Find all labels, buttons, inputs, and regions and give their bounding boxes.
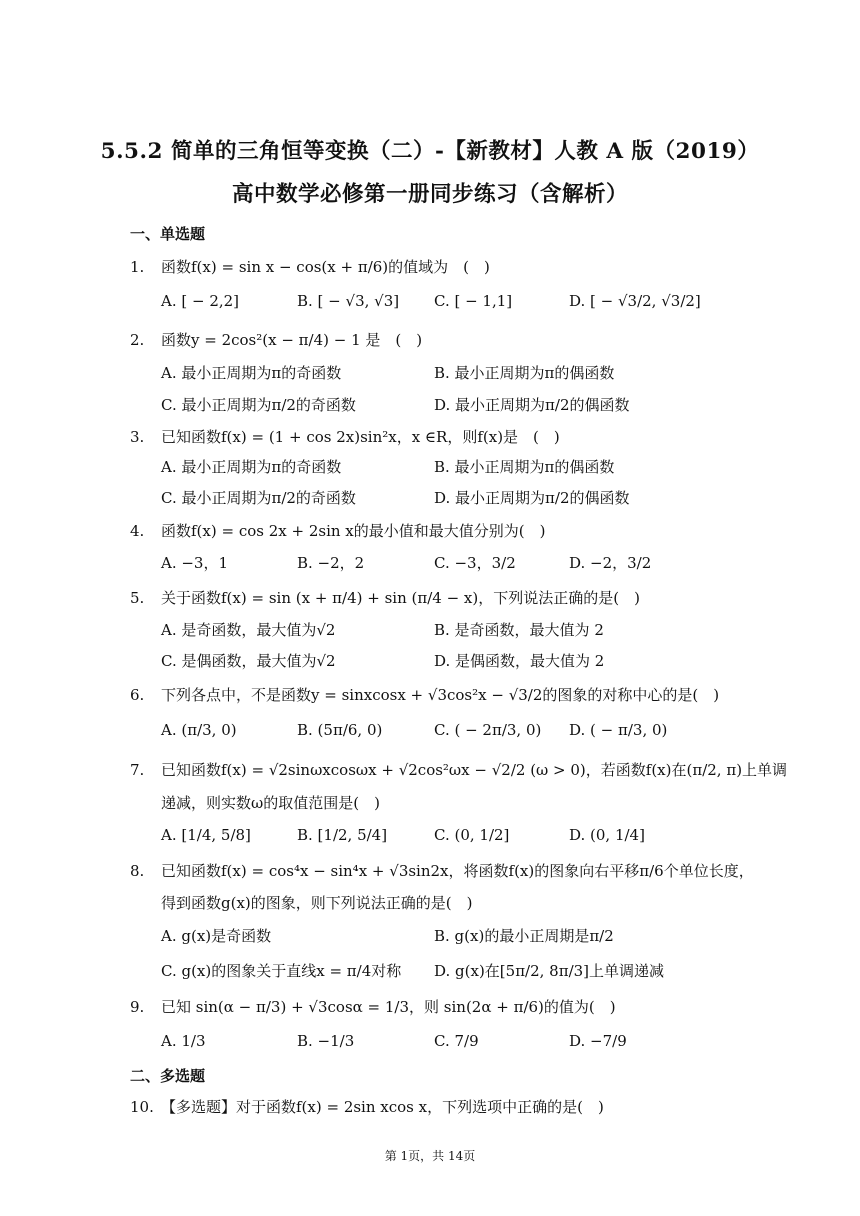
question-9	[130, 996, 616, 1017]
question-9-options	[161, 1032, 721, 1052]
page-title-line1: 5.5.2 简单的三角恒等变换（二）-【新教材】人教 A 版（2019）	[100, 139, 760, 164]
question-stem: 关于函数f(x) = sin (x + π/4) + sin (π/4 − x)，下列说法正确的是( )	[161, 589, 640, 607]
question-number: 5.	[130, 589, 145, 607]
option-d: D. 最小正周期为π/2的偶函数	[434, 396, 630, 414]
question-number: 6.	[130, 686, 145, 704]
question-8-options-row2	[161, 960, 721, 980]
option-c: C. 最小正周期为π/2的奇函数	[161, 489, 356, 507]
question-6-options	[161, 721, 721, 741]
question-7-options	[161, 826, 721, 846]
question-8-options-row1	[161, 925, 721, 945]
option-c: C. (0, 1/2]	[434, 826, 510, 844]
option-b: B. −2，2	[297, 554, 365, 572]
option-c: C. 是偶函数，最大值为√2	[161, 652, 336, 670]
option-d: D. [ − √3/2, √3/2]	[569, 292, 701, 310]
question-stem: 函数y = 2cos²(x − π/4) − 1 是 ( )	[161, 331, 423, 349]
option-a: A. 最小正周期为π的奇函数	[161, 364, 342, 382]
option-a: A. (π/3, 0)	[161, 721, 237, 739]
option-a: A. −3，1	[161, 554, 229, 572]
option-d: D. −7/9	[569, 1032, 627, 1050]
question-3-options-row1	[161, 456, 721, 476]
option-a: A. [1/4, 5/8]	[161, 826, 251, 844]
option-b: B. [1/2, 5/4]	[297, 826, 388, 844]
question-2-options-row2	[161, 394, 721, 414]
question-3-options-row2	[161, 487, 721, 507]
question-number: 3.	[130, 428, 145, 446]
question-8-stem-continued: 得到函数g(x)的图象，则下列说法正确的是( )	[161, 894, 473, 912]
option-c: C. g(x)的图象关于直线x = π/4对称	[161, 962, 402, 980]
question-number: 4.	[130, 522, 145, 540]
option-b: B. (5π/6, 0)	[297, 721, 383, 739]
question-stem: 函数f(x) = sin x − cos(x + π/6)的值域为 ( )	[161, 258, 490, 276]
option-b: B. 最小正周期为π的偶函数	[434, 364, 615, 382]
option-b: B. g(x)的最小正周期是π/2	[434, 927, 614, 945]
question-2-options-row1	[161, 362, 721, 382]
question-number: 10.	[130, 1098, 154, 1116]
option-d: D. 是偶函数，最大值为 2	[434, 652, 605, 670]
page-footer: 第 1页，共 14页	[384, 1149, 476, 1163]
option-b: B. −1/3	[297, 1032, 355, 1050]
section-heading-multi: 二、多选题	[130, 1067, 206, 1085]
option-d: D. g(x)在[5π/2, 8π/3]上单调递减	[434, 962, 665, 980]
option-c: C. 最小正周期为π/2的奇函数	[161, 396, 356, 414]
question-number: 1.	[130, 258, 145, 276]
option-b: B. 是奇函数，最大值为 2	[434, 621, 604, 639]
question-stem: 函数f(x) = cos 2x + 2sin x的最小值和最大值分别为( )	[161, 522, 546, 540]
question-1	[130, 256, 490, 277]
option-d: D. (0, 1/4]	[569, 826, 645, 844]
option-a: A. g(x)是奇函数	[161, 927, 272, 945]
question-number: 2.	[130, 331, 145, 349]
question-3	[130, 426, 560, 447]
question-10	[130, 1096, 604, 1117]
question-stem: 已知函数f(x) = (1 + cos 2x)sin²x，x ∈R，则f(x)是 ( )	[161, 428, 560, 446]
question-stem: 下列各点中，不是函数y = sinxcosx + √3cos²x − √3/2的图象的对称中心的是( )	[161, 686, 720, 704]
page-title-line2: 高中数学必修第一册同步练习（含解析）	[231, 182, 628, 207]
option-b: B. [ − √3, √3]	[297, 292, 400, 310]
option-d: D. −2，3/2	[569, 554, 652, 572]
option-a: A. [ − 2,2]	[161, 292, 240, 310]
question-stem: 【多选题】对于函数f(x) = 2sin xcos x，下列选项中正确的是( )	[161, 1098, 604, 1116]
question-number: 7.	[130, 761, 145, 779]
question-7-stem-continued: 递减，则实数ω的取值范围是( )	[161, 794, 380, 812]
option-c: C. 7/9	[434, 1032, 479, 1050]
question-stem: 已知函数f(x) = √2sinωxcosωx + √2cos²ωx − √2/2 (ω > 0)，若函数f(x)在(π/2, π)上单调	[161, 761, 788, 779]
option-c: C. −3，3/2	[434, 554, 516, 572]
question-8	[130, 860, 754, 881]
question-4-options	[161, 552, 721, 572]
question-1-options	[161, 292, 721, 312]
question-5	[130, 587, 640, 608]
question-number: 8.	[130, 862, 145, 880]
question-4	[130, 520, 545, 541]
question-5-options-row2	[161, 650, 721, 670]
option-a: A. 1/3	[161, 1032, 206, 1050]
option-a: A. 是奇函数，最大值为√2	[161, 621, 336, 639]
option-a: A. 最小正周期为π的奇函数	[161, 458, 342, 476]
question-stem: 已知 sin(α − π/3) + √3cosα = 1/3，则 sin(2α + π/6)的值为( )	[161, 998, 616, 1016]
option-b: B. 最小正周期为π的偶函数	[434, 458, 615, 476]
question-7	[130, 759, 787, 780]
question-2	[130, 329, 422, 350]
question-6	[130, 684, 719, 705]
question-number: 9.	[130, 998, 145, 1016]
option-d: D. ( − π/3, 0)	[569, 721, 668, 739]
section-heading-single: 一、单选题	[130, 225, 206, 243]
question-stem: 已知函数f(x) = cos⁴x − sin⁴x + √3sin2x，将函数f(x)的图象向右平移π/6个单位长度，	[161, 862, 754, 880]
option-c: C. [ − 1,1]	[434, 292, 513, 310]
question-5-options-row1	[161, 619, 721, 639]
option-c: C. ( − 2π/3, 0)	[434, 721, 542, 739]
option-d: D. 最小正周期为π/2的偶函数	[434, 489, 630, 507]
